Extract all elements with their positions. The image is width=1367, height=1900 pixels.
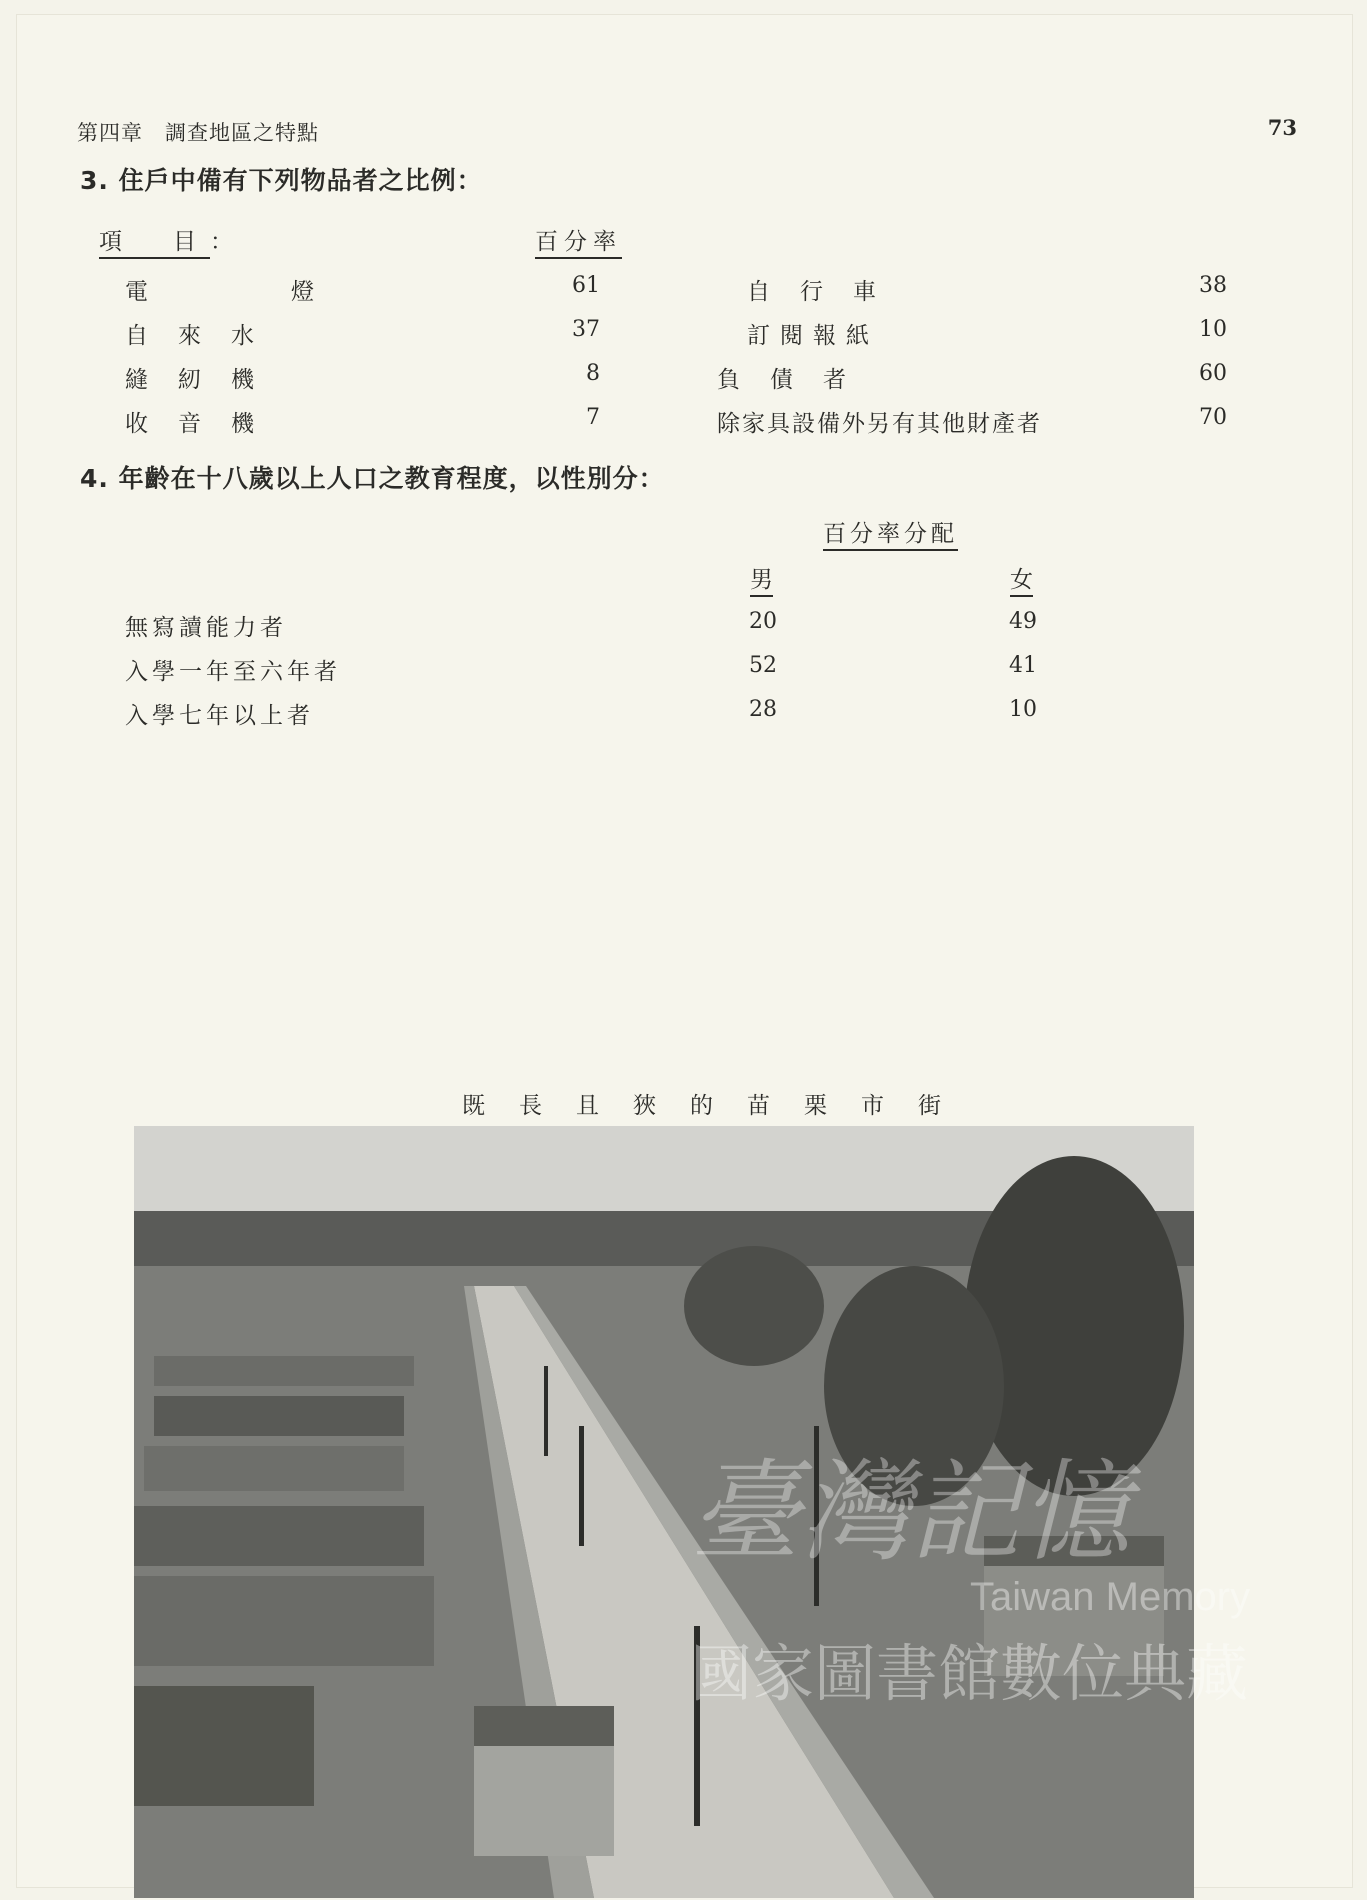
edu-row-female: 41	[1009, 653, 1037, 678]
chapter-title: 第四章 調查地區之特點	[77, 121, 319, 145]
item-value: 60	[1199, 361, 1227, 386]
female-header: 女	[1010, 561, 1033, 594]
photo-caption: 既長且狹的苗栗市街	[462, 1093, 975, 1119]
edu-row-label: 入學一年至六年者	[125, 659, 341, 685]
item-value: 70	[1199, 405, 1227, 430]
item-label: 除家具設備外另有其他財產者	[717, 411, 1042, 437]
male-header: 男	[750, 561, 773, 594]
watermark-english: Taiwan Memory	[970, 1575, 1251, 1619]
item-value: 38	[1199, 273, 1227, 298]
edu-row-label: 無寫讀能力者	[125, 615, 287, 641]
item-value: 7	[586, 405, 600, 430]
item-value: 61	[572, 273, 600, 298]
col-item-colon: ：	[210, 229, 247, 255]
page-number: 73	[1267, 115, 1297, 140]
edu-row-male: 52	[749, 653, 777, 678]
item-label: 自行車	[747, 279, 906, 305]
watermark-script: 臺灣記憶	[690, 1448, 1130, 1576]
col-percent-header: 百分率	[535, 223, 622, 256]
item-value: 10	[1199, 317, 1227, 342]
distribution-header: 百分率分配	[823, 515, 958, 548]
item-label: 電 燈	[125, 279, 374, 305]
page-header	[77, 105, 1297, 145]
edu-row-male: 28	[749, 697, 777, 722]
item-label: 收音機	[125, 411, 284, 437]
item-label: 縫紉機	[125, 367, 284, 393]
col-item-label: 項 目	[99, 229, 210, 259]
item-label: 訂閱報紙	[747, 323, 879, 349]
street-photo	[134, 1126, 1194, 1898]
col-item-header	[99, 223, 247, 256]
edu-row-male: 20	[749, 609, 777, 634]
section-4-title: 4. 年齡在十八歲以上人口之教育程度，以性別分：	[80, 464, 665, 493]
watermark-library: 國家圖書館數位典藏	[690, 1637, 1249, 1710]
edu-row-label: 入學七年以上者	[125, 703, 314, 729]
edu-row-female: 49	[1009, 609, 1037, 634]
section-3-title: 3. 住戶中備有下列物品者之比例：	[80, 166, 483, 195]
item-label: 自來水	[125, 323, 284, 349]
item-value: 8	[586, 361, 600, 386]
item-value: 37	[572, 317, 600, 342]
item-label: 負債者	[717, 367, 876, 393]
edu-row-female: 10	[1009, 697, 1037, 722]
